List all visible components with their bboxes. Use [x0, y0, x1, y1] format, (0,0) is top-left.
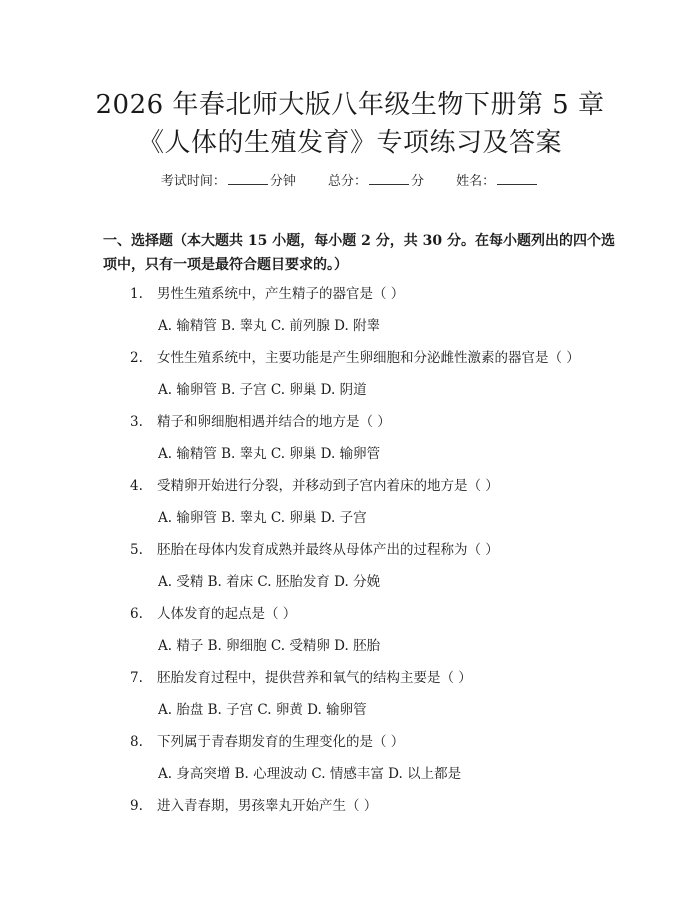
question: [130, 794, 377, 814]
question-number: 4.: [130, 478, 143, 494]
question: [130, 730, 404, 750]
question: [130, 666, 472, 686]
score-unit: 分: [411, 174, 425, 189]
question-options: A. 受精 B. 着床 C. 胚胎发育 D. 分娩: [158, 574, 381, 590]
time-blank[interactable]: [228, 173, 268, 185]
question-options: A. 输卵管 B. 睾丸 C. 卵巢 D. 子宫: [158, 510, 367, 526]
question-options: A. 输卵管 B. 子宫 C. 卵巢 D. 阴道: [158, 382, 367, 398]
question: [130, 538, 499, 558]
question-number: 1.: [130, 286, 143, 302]
score-field: [328, 174, 428, 189]
question-number: 8.: [130, 734, 143, 750]
score-label: 总分：: [327, 174, 367, 189]
question-options: A. 精子 B. 卵细胞 C. 受精卵 D. 胚胎: [158, 638, 381, 654]
time-label: 考试时间：: [160, 174, 226, 189]
question-text: 精子和卵细胞相遇并结合的地方是（ ）: [157, 414, 391, 430]
score-blank[interactable]: [369, 173, 409, 185]
time-unit: 分钟: [269, 174, 296, 189]
question: [130, 474, 499, 494]
question: [130, 346, 580, 366]
question-number: 6.: [130, 606, 143, 622]
question-text: 人体发育的起点是（ ）: [157, 606, 297, 622]
section-heading: 一、选择题（本大题共 15 小题，每小题 2 分，共 30 分。在每小题列出的四个选项中，只有一项是最符合题目要求的。）: [103, 233, 615, 273]
question-text: 进入青春期，男孩睾丸开始产生（ ）: [157, 798, 378, 814]
name-field: [456, 174, 539, 189]
exam-meta: [0, 170, 700, 189]
time-field: [161, 174, 300, 189]
title-line-1: 2026 年春北师大版八年级生物下册第 5 章: [95, 90, 605, 120]
question-options: A. 输精管 B. 睾丸 C. 前列腺 D. 附睾: [158, 318, 381, 334]
question-number: 7.: [130, 670, 143, 686]
question-text: 女性生殖系统中，主要功能是产生卵细胞和分泌雌性激素的器官是（ ）: [157, 350, 580, 366]
question-text: 胚胎发育过程中，提供营养和氧气的结构主要是（ ）: [157, 670, 472, 686]
question-text: 胚胎在母体内发育成熟并最终从母体产出的过程称为（ ）: [157, 542, 499, 558]
question-number: 2.: [130, 350, 143, 366]
title-line-2: 《人体的生殖发育》专项练习及答案: [137, 128, 562, 158]
question-number: 3.: [130, 414, 143, 430]
question-options: A. 胎盘 B. 子宫 C. 卵黄 D. 输卵管: [158, 702, 367, 718]
question: [130, 410, 391, 430]
question-text: 受精卵开始进行分裂，并移动到子宫内着床的地方是（ ）: [157, 478, 499, 494]
question-options: A. 身高突增 B. 心理波动 C. 情感丰富 D. 以上都是: [158, 766, 462, 782]
question-options: A. 输精管 B. 睾丸 C. 卵巢 D. 输卵管: [158, 446, 381, 462]
name-label: 姓名：: [456, 174, 496, 189]
question-number: 5.: [130, 542, 143, 558]
question-text: 男性生殖系统中，产生精子的器官是（ ）: [157, 286, 405, 302]
question-text: 下列属于青春期发育的生理变化的是（ ）: [157, 734, 405, 750]
name-blank[interactable]: [497, 173, 537, 185]
question: [130, 602, 296, 622]
question-number: 9.: [130, 798, 143, 814]
question: [130, 282, 404, 302]
